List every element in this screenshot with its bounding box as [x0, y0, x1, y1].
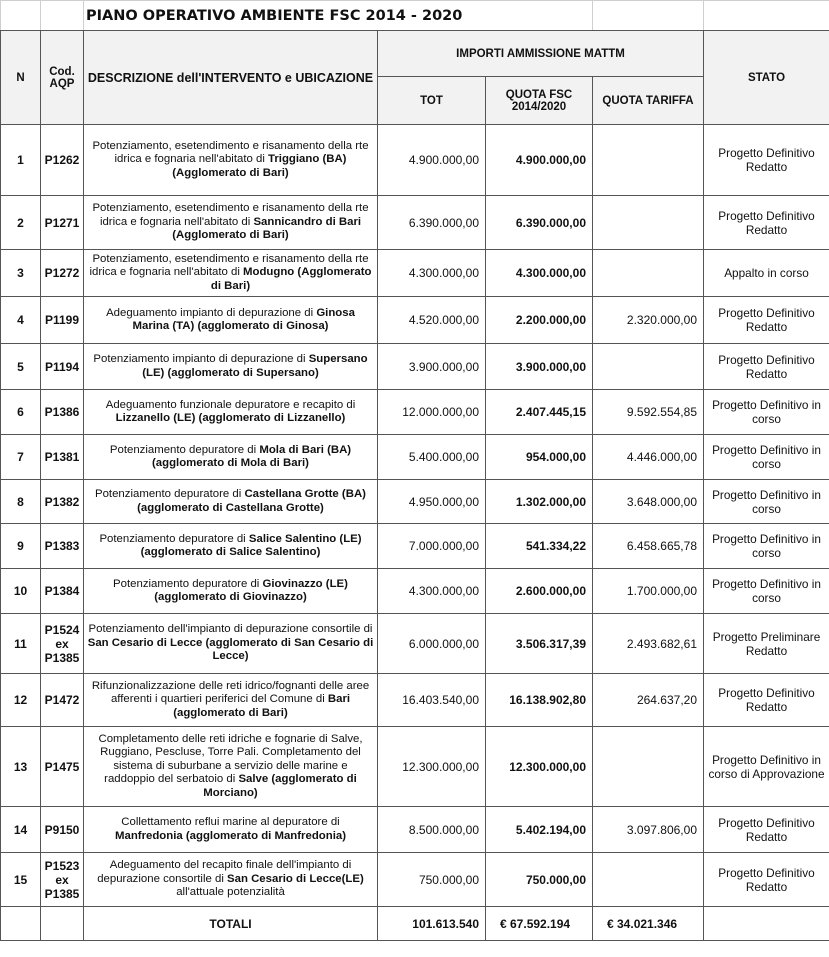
row-stato: Progetto Definitivo in corso	[704, 480, 829, 524]
row-quota-tariffa	[593, 250, 704, 297]
row-quota-fsc: 3.900.000,00	[486, 344, 593, 390]
row-tot: 12.300.000,00	[378, 727, 486, 807]
row-description	[84, 196, 378, 250]
row-tot: 4.900.000,00	[378, 125, 486, 196]
totals-label: TOTALI	[84, 907, 378, 941]
row-stato: Progetto Definitivo in corso di Approvazione	[704, 727, 829, 807]
row-quota-fsc: 1.302.000,00	[486, 480, 593, 524]
header-stato: STATO	[704, 31, 829, 125]
row-tot: 4.300.000,00	[378, 250, 486, 297]
row-number: 14	[1, 807, 41, 853]
totals-quota-tariffa: € 34.021.346	[593, 907, 704, 941]
row-quota-tariffa: 9.592.554,85	[593, 390, 704, 435]
table-row	[1, 807, 829, 853]
row-tot: 8.500.000,00	[378, 807, 486, 853]
header-tot: TOT	[378, 77, 486, 125]
table-row	[1, 196, 829, 250]
title-row	[1, 1, 829, 31]
header-importi: IMPORTI AMMISSIONE MATTM	[378, 31, 704, 77]
page-title: PIANO OPERATIVO AMBIENTE FSC 2014 - 2020	[84, 1, 593, 31]
row-quota-fsc: 2.600.000,00	[486, 569, 593, 614]
row-description	[84, 674, 378, 727]
row-cod-aqp: P1386	[41, 390, 84, 435]
totals-blank-cell	[1, 907, 41, 941]
description-location: Lizzanello (LE) (agglomerato di Lizzanello)	[115, 412, 346, 424]
row-description	[84, 524, 378, 569]
table-row	[1, 297, 829, 344]
row-description	[84, 569, 378, 614]
description-location: Ginosa Marina (TA) (agglomerato di Ginosa)	[132, 306, 355, 332]
row-description	[84, 390, 378, 435]
description-location: Sannicandro di Bari (Agglomerato di Bari)	[172, 215, 362, 242]
totals-blank-cell	[41, 907, 84, 941]
description-text: Potenziamento, esetendimento e risanamento della rte idrica e fognaria nell'abitato di	[89, 252, 369, 279]
totals-quota-fsc: € 67.592.194	[486, 907, 593, 941]
row-stato: Progetto Definitivo Redatto	[704, 196, 829, 250]
description-text: Collettamento reflui marine al depuratore di	[121, 816, 340, 828]
row-number: 8	[1, 480, 41, 524]
row-quota-tariffa	[593, 196, 704, 250]
description-location: Modugno (Agglomerato di Bari)	[210, 266, 372, 292]
description-text: Potenziamento depuratore di	[109, 443, 260, 456]
description-location: San Cesario di Lecce(LE)	[227, 872, 364, 885]
title-blank-cell	[1, 1, 41, 31]
table-row	[1, 674, 829, 727]
description-location: Bari (agglomerato di Bari)	[173, 693, 351, 719]
row-quota-fsc: 954.000,00	[486, 435, 593, 480]
row-description	[84, 853, 378, 907]
row-quota-tariffa	[593, 727, 704, 807]
row-tot: 4.950.000,00	[378, 480, 486, 524]
table-row	[1, 853, 829, 907]
row-tot: 750.000,00	[378, 853, 486, 907]
description-location: Giovinazzo (LE) (agglomerato di Giovinazzo)	[154, 577, 348, 603]
description-text: Potenziamento depuratore di	[95, 488, 245, 500]
row-cod-aqp: P1475	[41, 727, 84, 807]
row-number: 11	[1, 614, 41, 674]
description-text: all'attuale potenzialità	[176, 886, 285, 899]
title-blank-cell	[41, 1, 84, 31]
row-stato: Progetto Definitivo in corso	[704, 390, 829, 435]
header-row-1	[1, 31, 829, 77]
description-location: Salve (agglomerato di Morciano)	[203, 773, 357, 799]
table-row	[1, 390, 829, 435]
row-quota-tariffa: 3.097.806,00	[593, 807, 704, 853]
description-text: Adeguamento funzionale depuratore e recapito di	[105, 398, 356, 411]
row-stato: Progetto Definitivo Redatto	[704, 297, 829, 344]
totals-row	[1, 907, 829, 941]
row-quota-fsc: 750.000,00	[486, 853, 593, 907]
description-text: Potenziamento depuratore di	[113, 577, 263, 590]
table-row	[1, 125, 829, 196]
row-number: 13	[1, 727, 41, 807]
row-stato: Progetto Definitivo Redatto	[704, 344, 829, 390]
description-location: Castellana Grotte (BA) (agglomerato di Castellana Grotte)	[137, 488, 366, 514]
description-location: Supersano (LE) (agglomerato di Supersano)	[142, 353, 368, 379]
row-cod-aqp: P1381	[41, 435, 84, 480]
row-description	[84, 435, 378, 480]
row-cod-aqp: P9150	[41, 807, 84, 853]
row-number: 6	[1, 390, 41, 435]
table-row	[1, 480, 829, 524]
row-tot: 5.400.000,00	[378, 435, 486, 480]
row-description	[84, 344, 378, 390]
row-tot: 6.390.000,00	[378, 196, 486, 250]
header-cod: Cod. AQP	[41, 31, 84, 125]
row-quota-fsc: 2.200.000,00	[486, 297, 593, 344]
row-number: 3	[1, 250, 41, 297]
row-stato: Progetto Definitivo in corso	[704, 435, 829, 480]
table-row	[1, 435, 829, 480]
table-row	[1, 344, 829, 390]
header-quota-fsc	[486, 77, 593, 125]
row-quota-tariffa: 2.320.000,00	[593, 297, 704, 344]
row-stato: Progetto Definitivo in corso	[704, 524, 829, 569]
row-description	[84, 727, 378, 807]
description-text: Rifunzionalizzazione delle reti idrico/fognanti delle aree afferenti i quartieri periferici del Comune di	[91, 679, 370, 706]
row-description	[84, 480, 378, 524]
title-blank-cell	[704, 1, 829, 31]
row-cod-aqp: P1383	[41, 524, 84, 569]
row-quota-fsc: 4.900.000,00	[486, 125, 593, 196]
row-number: 5	[1, 344, 41, 390]
row-quota-fsc: 12.300.000,00	[486, 727, 593, 807]
row-tot: 4.300.000,00	[378, 569, 486, 614]
table-row	[1, 569, 829, 614]
description-location: Manfredonia (agglomerato di Manfredonia)	[115, 829, 346, 842]
row-description	[84, 125, 378, 196]
row-quota-fsc: 6.390.000,00	[486, 196, 593, 250]
table-row	[1, 727, 829, 807]
table-row	[1, 614, 829, 674]
description-location: Salice Salentino (LE) (agglomerato di Salice Salentino)	[140, 532, 362, 558]
description-text: Potenziamento, esetendimento e risanamento della rte idrica e fognaria nell'abitato di	[92, 202, 369, 228]
description-text: Potenziamento depuratore di	[99, 532, 249, 545]
row-quota-fsc: 3.506.317,39	[486, 614, 593, 674]
row-cod-aqp: P1194	[41, 344, 84, 390]
row-description	[84, 250, 378, 297]
header-n: N	[1, 31, 41, 125]
row-quota-fsc: 5.402.194,00	[486, 807, 593, 853]
description-location: Triggiano (BA) (Agglomerato di Bari)	[172, 153, 347, 179]
title-blank-cell	[593, 1, 704, 31]
row-tot: 4.520.000,00	[378, 297, 486, 344]
row-description	[84, 807, 378, 853]
row-tot: 16.403.540,00	[378, 674, 486, 727]
row-quota-fsc: 541.334,22	[486, 524, 593, 569]
description-text: Completamento delle reti idriche e fognarie di Salve, Ruggiano, Pescluse, Torre Pali. Completamento del sistema di suburbane a servizio delle marine e raddoppio del serbatoio di	[98, 732, 363, 786]
table-row	[1, 250, 829, 297]
row-description	[84, 297, 378, 344]
row-quota-tariffa: 264.637,20	[593, 674, 704, 727]
row-number: 10	[1, 569, 41, 614]
row-cod-aqp: P1472	[41, 674, 84, 727]
totals-blank-cell	[704, 907, 829, 941]
row-stato: Progetto Definitivo Redatto	[704, 674, 829, 727]
row-stato: Progetto Preliminare Redatto	[704, 614, 829, 674]
row-stato: Appalto in corso	[704, 250, 829, 297]
row-quota-tariffa: 6.458.665,78	[593, 524, 704, 569]
row-tot: 3.900.000,00	[378, 344, 486, 390]
row-quota-tariffa: 2.493.682,61	[593, 614, 704, 674]
row-stato: Progetto Definitivo Redatto	[704, 807, 829, 853]
row-quota-fsc: 16.138.902,80	[486, 674, 593, 727]
description-location: Mola di Bari (BA) (agglomerato di Mola di Bari)	[152, 443, 352, 469]
header-desc: DESCRIZIONE dell'INTERVENTO e UBICAZIONE	[84, 31, 378, 125]
row-number: 1	[1, 125, 41, 196]
description-text: Potenziamento dell'impianto di depurazione consortile di	[88, 623, 373, 636]
description-text: Adeguamento impianto di depurazione di	[106, 306, 317, 319]
row-quota-tariffa	[593, 125, 704, 196]
row-cod-aqp: P1262	[41, 125, 84, 196]
row-cod-aqp: P1384	[41, 569, 84, 614]
description-location: San Cesario di Lecce (agglomerato di San Cesario di Lecce)	[87, 636, 374, 663]
row-number: 12	[1, 674, 41, 727]
row-cod-aqp: P1524 ex P1385	[41, 614, 84, 674]
header-quota-tariffa: QUOTA TARIFFA	[593, 77, 704, 125]
row-cod-aqp: P1523 ex P1385	[41, 853, 84, 907]
row-quota-fsc: 4.300.000,00	[486, 250, 593, 297]
description-text: Potenziamento, esetendimento e risanamento della rte idrica e fognaria nell'abitato di	[92, 139, 369, 166]
row-description	[84, 614, 378, 674]
description-text: Potenziamento impianto di depurazione di	[93, 353, 309, 365]
table-row	[1, 524, 829, 569]
row-number: 2	[1, 196, 41, 250]
row-number: 15	[1, 853, 41, 907]
row-cod-aqp: P1271	[41, 196, 84, 250]
description-text: Adeguamento del recapito finale dell'impianto di depurazione consortile di	[97, 859, 352, 885]
row-stato: Progetto Definitivo Redatto	[704, 853, 829, 907]
row-stato: Progetto Definitivo in corso	[704, 569, 829, 614]
row-tot: 7.000.000,00	[378, 524, 486, 569]
row-number: 4	[1, 297, 41, 344]
row-quota-tariffa	[593, 344, 704, 390]
row-quota-fsc: 2.407.445,15	[486, 390, 593, 435]
row-tot: 6.000.000,00	[378, 614, 486, 674]
header-quota-fsc-text: QUOTA FSC 2014/2020	[505, 88, 573, 113]
row-cod-aqp: P1272	[41, 250, 84, 297]
row-tot: 12.000.000,00	[378, 390, 486, 435]
row-quota-tariffa: 3.648.000,00	[593, 480, 704, 524]
row-quota-tariffa	[593, 853, 704, 907]
totals-tot: 101.613.540	[378, 907, 486, 941]
row-quota-tariffa: 4.446.000,00	[593, 435, 704, 480]
row-stato: Progetto Definitivo Redatto	[704, 125, 829, 196]
row-cod-aqp: P1382	[41, 480, 84, 524]
row-number: 7	[1, 435, 41, 480]
row-cod-aqp: P1199	[41, 297, 84, 344]
row-quota-tariffa: 1.700.000,00	[593, 569, 704, 614]
row-number: 9	[1, 524, 41, 569]
